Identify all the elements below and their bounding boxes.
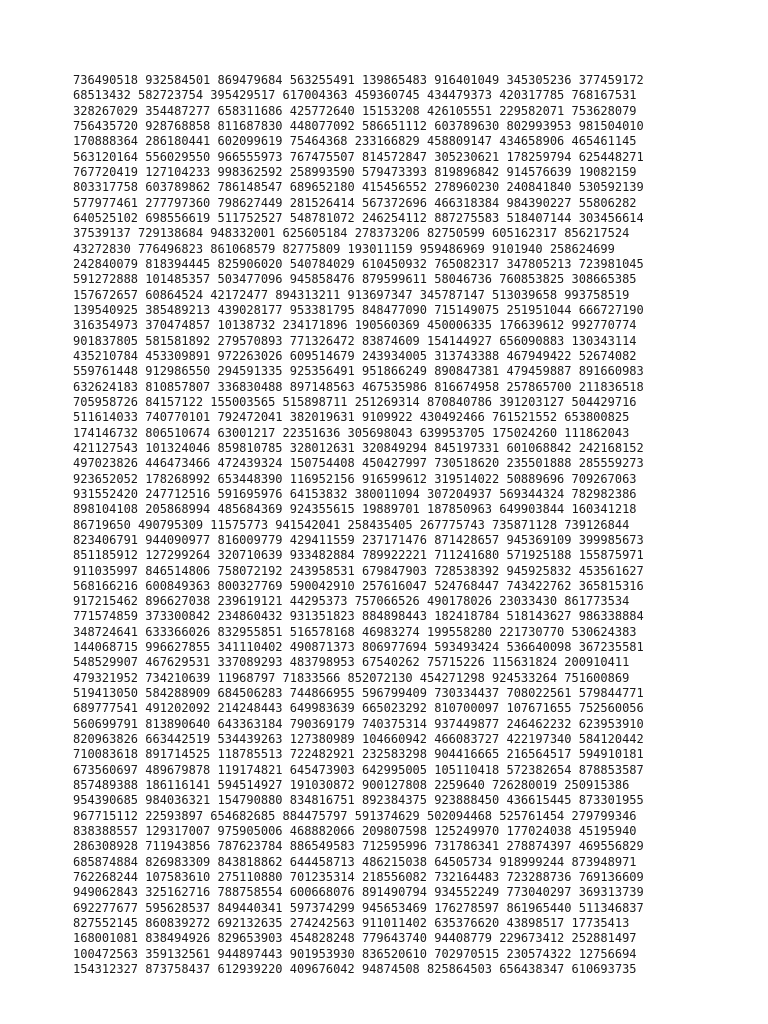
number-line: 820963826 663442519 534439263 127380989 104660942 466083727 422197340 584120442 [73, 732, 644, 747]
number-line: 559761448 912986550 294591335 925356491 951866249 890847381 479459887 891660983 [73, 364, 644, 379]
number-line: 479321952 734210639 11968797 71833566 852072130 454271298 924533264 751600869 [73, 670, 630, 685]
number-line: 692277677 595628537 849440341 597374299 945653469 176278597 861965440 511346837 [73, 900, 644, 915]
number-line: 519413050 584288909 684506283 744866955 596799409 730334437 708022561 579844771 [73, 686, 644, 701]
number-line: 286308928 711943856 787623784 886549583 712595996 731786341 278874397 469556829 [73, 839, 644, 854]
number-line: 242840079 818394445 825906020 540784029 610450932 765082317 347805213 723981045 [73, 256, 644, 271]
number-line: 591272888 101485357 503477096 945858476 879599611 58046736 760853825 308665385 [73, 272, 637, 287]
number-line: 632624183 810857807 336830488 897148563 467535986 816674958 257865700 211836518 [73, 379, 644, 394]
number-line: 497023826 446473466 472439324 150754408 450427997 730518620 235501888 285559273 [73, 456, 644, 471]
number-line: 685874884 826983309 843818862 644458713 486215038 64505734 918999244 873948971 [73, 854, 637, 869]
number-line: 851185912 127299264 320710639 933482884 789922221 711241680 571925188 155875971 [73, 548, 644, 563]
number-list [73, 73, 753, 977]
number-line: 577977461 277797360 798627449 281526414 567372696 466318384 984390227 55806282 [73, 195, 637, 210]
number-line: 827552145 860839272 692132635 274242563 911011402 635376620 43898517 17735413 [73, 916, 630, 931]
number-line: 838388557 129317007 975905006 468882066 209807598 125249970 177024038 45195940 [73, 824, 637, 839]
number-line: 37539137 729138684 948332001 625605184 278373206 82750599 605162317 856217524 [73, 226, 630, 241]
number-line: 548529907 467629531 337089293 483798953 67540262 75715226 115631824 200910411 [73, 655, 630, 670]
number-line: 673560697 489679878 119174821 645473903 642995005 105110418 572382654 878853587 [73, 762, 644, 777]
number-line: 43272830 776496823 861068579 82775809 193011159 959486969 9101940 258624699 [73, 241, 615, 256]
number-line: 68513432 582723754 395429517 617004363 459360745 434479373 420317785 768167531 [73, 88, 637, 103]
number-line: 563120164 556029550 966555973 767475507 814572847 305230621 178259794 625448271 [73, 149, 644, 164]
number-line: 705958726 84157122 155003565 515898711 251269314 870840786 391203127 504429716 [73, 394, 637, 409]
number-line: 954390685 984036321 154790880 834816751 892384375 923888450 436615445 873301955 [73, 793, 644, 808]
number-line: 86719650 490795309 11575773 941542041 258435405 267775743 735871128 739126844 [73, 517, 630, 532]
number-line: 144068715 996627855 341110402 490871373 806977694 593493424 536640098 367235581 [73, 640, 644, 655]
number-line: 771574859 373300842 234860432 931351823 884898443 182418784 518143627 986338884 [73, 609, 644, 624]
number-line: 640525102 698556619 511752527 548781072 246254112 887275583 518407144 303456614 [73, 210, 644, 225]
number-line: 560699791 813890640 643363184 790369179 740375314 937449877 246462232 623953910 [73, 716, 644, 731]
number-line: 803317758 603789862 786148547 689652180 415456552 278960230 240841840 530592139 [73, 180, 644, 195]
number-line: 857489388 186116141 594514927 191030872 900127808 2259640 726280019 250915386 [73, 778, 630, 793]
number-line: 568166216 600849363 800327769 590042910 257616047 524768447 743422762 365815316 [73, 578, 644, 593]
number-line: 348724641 633366026 832955851 516578168 46983274 199558280 221730770 530624383 [73, 624, 637, 639]
number-line: 823406791 944090977 816009779 429411559 237171476 871428657 945369109 399985673 [73, 532, 644, 547]
number-line: 421127543 101324046 859810785 328012631 320849294 845197331 601068842 242168152 [73, 440, 644, 455]
number-line: 174146732 806510674 63001217 22351636 305698043 639953705 175024260 111862043 [73, 425, 630, 440]
number-line: 967715112 22593897 654682685 884475797 591374629 502094468 525761454 279799346 [73, 808, 637, 823]
number-line: 710083618 891714525 118785513 722482921 232583298 904416665 216564517 594910181 [73, 747, 644, 762]
number-line: 157672657 60864524 42172477 894313211 913697347 345787147 513039658 993758519 [73, 287, 630, 302]
number-line: 767720419 127104233 998362592 258993590 579473393 819896842 914576639 19082159 [73, 164, 637, 179]
number-line: 154312327 873758437 612939220 409676042 94874508 825864503 656438347 610693735 [73, 962, 637, 977]
number-line: 139540925 385489213 439028177 953381795 848477090 715149075 251951044 666727190 [73, 302, 644, 317]
number-line: 168001081 838494926 829653903 454828248 779643740 94408779 229673412 252881497 [73, 931, 637, 946]
number-line: 911035997 846514806 758072192 243958531 679847903 728538392 945925832 453561627 [73, 563, 644, 578]
number-line: 901837805 581581892 279570893 771326472 83874609 154144927 656090883 130343114 [73, 333, 637, 348]
number-line: 756435720 928768858 811687830 448077092 586651112 603789630 802993953 981504010 [73, 118, 644, 133]
number-line: 435210784 453309891 972263026 609514679 243934005 313743388 467949422 52674082 [73, 348, 637, 363]
number-line: 100472563 359132561 944897443 901953930 836520610 702970515 230574322 12756694 [73, 946, 637, 961]
number-line: 923652052 178268992 653448390 116952156 916599612 319514022 50889696 709267063 [73, 471, 637, 486]
number-line: 170888364 286180441 602099619 75464368 233166829 458809147 434658906 465461145 [73, 134, 637, 149]
number-line: 316354973 370474857 10138732 234171896 190560369 450006335 176639612 992770774 [73, 318, 637, 333]
number-line: 328267029 354487277 658311686 425772640 15153208 426105551 229582071 753628079 [73, 103, 637, 118]
number-line: 689777541 491202092 214248443 649983639 665023292 810700097 107671655 752560056 [73, 701, 644, 716]
number-line: 898104108 205868994 485684369 924355615 19889701 187850963 649903844 160341218 [73, 502, 637, 517]
number-line: 736490518 932584501 869479684 563255491 139865483 916401049 345305236 377459172 [73, 73, 644, 87]
number-line: 931552420 247712516 591695976 64153832 380011094 307204937 569344324 782982386 [73, 486, 637, 501]
number-line: 511614033 740770101 792472041 382019631 9109922 430492466 761521552 653800825 [73, 410, 630, 425]
number-line: 917215462 896627038 239619121 44295373 757066526 490178026 23033430 861773534 [73, 594, 630, 609]
number-line: 949062843 325162716 788758554 600668076 891490794 934552249 773040297 369313739 [73, 885, 644, 900]
number-line: 762268244 107583610 275110880 701235314 218556082 732164483 723288736 769136609 [73, 870, 644, 885]
